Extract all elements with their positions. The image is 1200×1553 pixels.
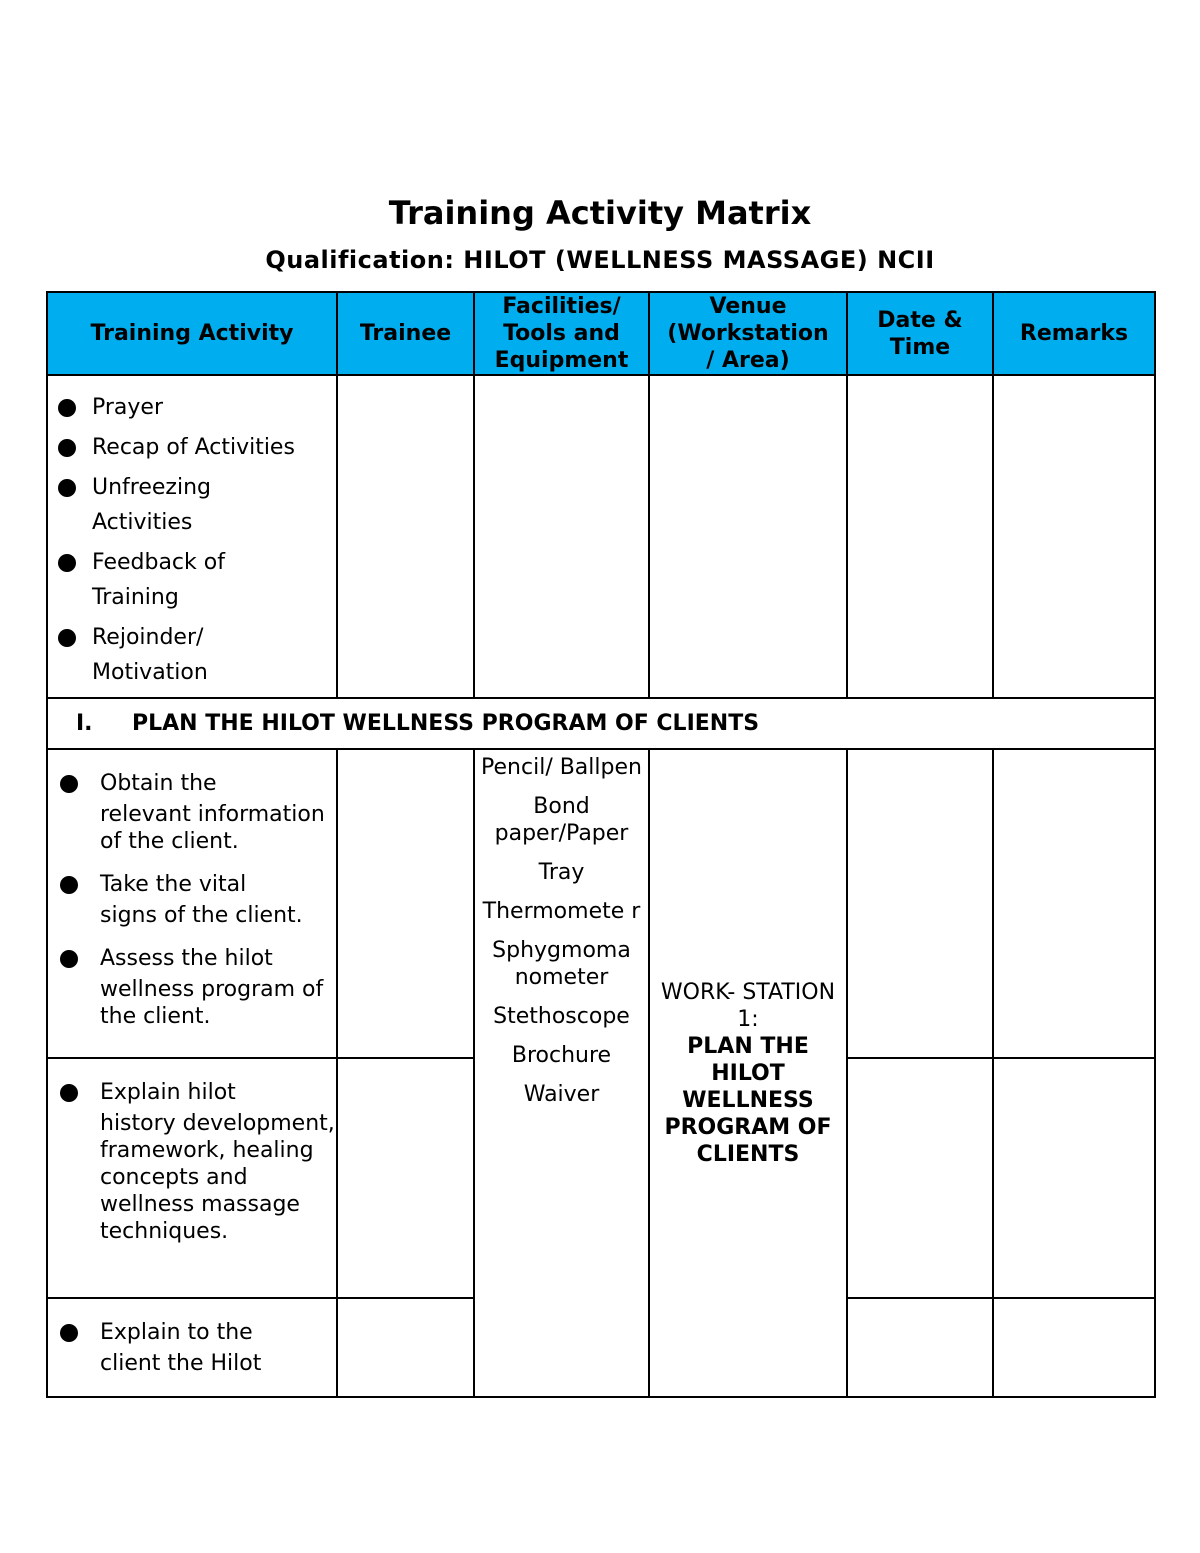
venue-cell: [649, 375, 847, 698]
bullet-icon: [58, 439, 76, 457]
header-venue: [649, 292, 847, 375]
qualification-subtitle: Qualification: HILOT (WELLNESS MASSAGE) NCII: [265, 246, 935, 274]
remarks-cell: [993, 1058, 1155, 1298]
header-venue-line: (Workstation: [667, 321, 829, 346]
header-facilities-line: Tools and: [503, 321, 620, 346]
activities-list: [48, 1059, 336, 1245]
header-venue-line: Venue: [709, 294, 787, 319]
bullet-icon: [58, 399, 76, 417]
activities-cell: [47, 1298, 337, 1397]
tool-item: Thermomete r: [482, 899, 641, 924]
remarks-cell: [993, 1298, 1155, 1397]
date-time-cell: [847, 749, 993, 1058]
activity-text: Rejoinder/: [92, 625, 204, 650]
remarks-cell: [993, 375, 1155, 698]
venue-prefix: WORK- STATION 1:: [660, 979, 836, 1032]
activity-text: Activities: [92, 510, 193, 535]
bullet-icon: [60, 1084, 78, 1102]
activities-cell: [47, 1058, 337, 1298]
table-row: [47, 749, 1155, 1058]
venue-workstation-cell: [649, 749, 847, 1397]
header-facilities-line: Facilities/: [502, 294, 621, 319]
tool-item: Bond paper/Paper: [494, 794, 629, 846]
header-trainee: Trainee: [337, 292, 474, 375]
section-heading: [47, 698, 1155, 749]
activity-text: Obtain the: [100, 771, 217, 796]
activities-list: [48, 1299, 336, 1377]
tool-item: Tray: [538, 860, 585, 885]
date-time-cell: [847, 1298, 993, 1397]
list-item: [60, 941, 336, 1030]
remarks-cell: [993, 749, 1155, 1058]
activity-text: Take the vital: [100, 872, 247, 897]
document-title: Training Activity Matrix: [388, 194, 812, 232]
trainee-cell: [337, 1058, 474, 1298]
activity-text: client the Hilot: [100, 1351, 262, 1376]
tool-item: Waiver: [523, 1082, 600, 1107]
activities-cell: [47, 749, 337, 1058]
header-facilities: [474, 292, 649, 375]
activity-text: Unfreezing: [92, 475, 211, 500]
header-date-time: [847, 292, 993, 375]
header-venue-line: / Area): [706, 348, 790, 373]
training-matrix-table: [46, 291, 1156, 1398]
activity-text: signs of the client.: [100, 903, 303, 928]
header-facilities-line: Equipment: [494, 348, 629, 373]
header-date-line: Date &: [877, 307, 963, 333]
list-item: [60, 766, 336, 855]
list-item: [56, 470, 336, 540]
header-date-line: Time: [889, 334, 951, 360]
opening-activities-cell: [47, 375, 337, 698]
facilities-cell: [474, 375, 649, 698]
date-time-cell: [847, 375, 993, 698]
activities-list: [48, 750, 336, 1030]
activity-text: Motivation: [92, 660, 208, 685]
header-training-activity: Training Activity: [47, 292, 337, 375]
section-row: [47, 698, 1155, 749]
tool-item: Brochure: [511, 1043, 612, 1068]
opening-activities-list: [48, 376, 336, 690]
bullet-icon: [58, 479, 76, 497]
list-item: [60, 1315, 336, 1377]
activity-text: Assess the hilot: [100, 946, 273, 971]
trainee-cell: [337, 1298, 474, 1397]
bullet-icon: [60, 1324, 78, 1342]
venue-name: PLAN THE HILOT WELLNESS PROGRAM OF CLIENTS: [664, 1033, 832, 1167]
header-row: [47, 292, 1155, 375]
activity-text: Recap of Activities: [92, 435, 295, 460]
bullet-icon: [58, 554, 76, 572]
list-item: [56, 545, 336, 615]
activity-text: history development, framework, healing concepts and wellness massage techniques.: [100, 1111, 335, 1244]
bullet-icon: [60, 950, 78, 968]
bullet-icon: [60, 876, 78, 894]
tools-equipment-cell: [474, 749, 649, 1397]
header-remarks: Remarks: [993, 292, 1155, 375]
section-title: PLAN THE HILOT WELLNESS PROGRAM OF CLIENTS: [132, 711, 760, 736]
activity-text: relevant information of the client.: [100, 802, 325, 854]
activity-text: Prayer: [92, 395, 164, 420]
trainee-cell: [337, 749, 474, 1058]
list-item: [60, 1075, 336, 1245]
list-item: [56, 430, 336, 465]
bullet-icon: [58, 629, 76, 647]
list-item: [60, 867, 336, 929]
tool-item: Pencil/ Ballpen: [481, 755, 642, 780]
tool-item: Stethoscope: [493, 1004, 630, 1029]
activity-text: Training: [92, 585, 179, 610]
bullet-icon: [60, 775, 78, 793]
table-row: [47, 375, 1155, 698]
list-item: [56, 390, 336, 425]
activity-text: Feedback of: [92, 550, 225, 575]
list-item: [56, 620, 336, 690]
section-number: I.: [76, 711, 93, 736]
date-time-cell: [847, 1058, 993, 1298]
activity-text: wellness program of the client.: [100, 977, 324, 1029]
activity-text: Explain hilot: [100, 1080, 236, 1105]
activity-text: Explain to the: [100, 1320, 253, 1345]
trainee-cell: [337, 375, 474, 698]
tool-item: Sphygmoma nometer: [492, 938, 631, 990]
